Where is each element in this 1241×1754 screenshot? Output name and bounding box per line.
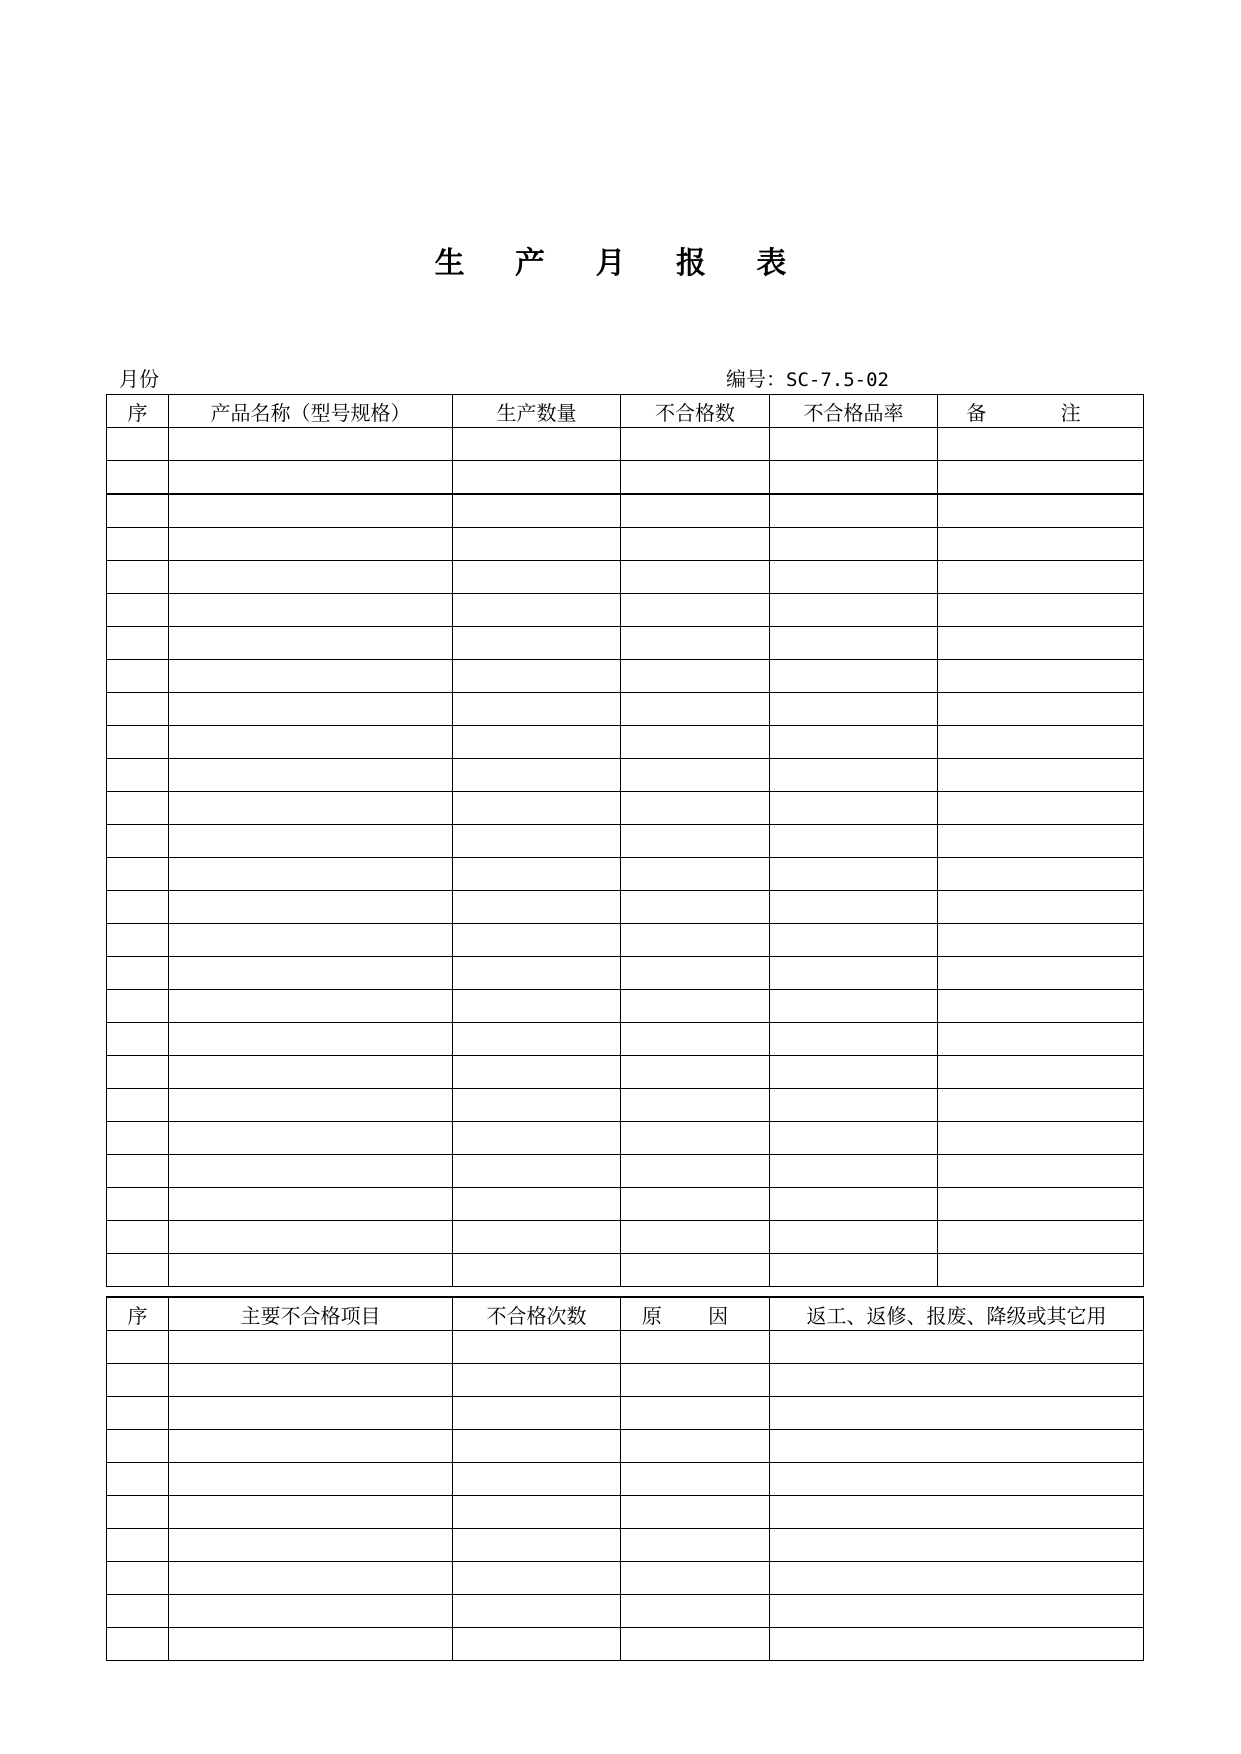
table-cell[interactable]: [453, 594, 621, 627]
table-cell[interactable]: [453, 1331, 621, 1364]
table-cell[interactable]: [621, 1529, 770, 1562]
table-cell[interactable]: [621, 1430, 770, 1463]
table-cell[interactable]: [938, 1023, 1144, 1056]
defect-row: [107, 1496, 1144, 1529]
table-cell[interactable]: [453, 494, 621, 528]
table-cell[interactable]: [770, 1155, 938, 1188]
table-cell[interactable]: [621, 1595, 770, 1628]
table-cell[interactable]: [169, 428, 453, 461]
table-cell[interactable]: [770, 957, 938, 990]
production-row: [107, 461, 1144, 495]
table-cell[interactable]: [107, 990, 169, 1023]
table-cell[interactable]: [770, 1331, 1144, 1364]
table-cell[interactable]: [169, 1122, 453, 1155]
table-cell[interactable]: [453, 957, 621, 990]
table-cell[interactable]: [107, 1221, 169, 1254]
table-cell[interactable]: [621, 1463, 770, 1496]
table-cell[interactable]: [621, 1188, 770, 1221]
table-cell[interactable]: [621, 924, 770, 957]
production-row: [107, 759, 1144, 792]
header-defect-rate: 不合格品率: [770, 395, 938, 428]
table-cell[interactable]: [107, 1562, 169, 1595]
header-production-qty: 生产数量: [453, 395, 621, 428]
production-row: [107, 1089, 1144, 1122]
table-cell[interactable]: [169, 1430, 453, 1463]
table-cell[interactable]: [938, 1254, 1144, 1287]
table-cell[interactable]: [770, 1529, 1144, 1562]
header-defect-times: 不合格次数: [453, 1297, 621, 1331]
table-cell[interactable]: [107, 1529, 169, 1562]
header-main-defect-item: 主要不合格项目: [169, 1297, 453, 1331]
table-cell[interactable]: [453, 528, 621, 561]
production-row: [107, 627, 1144, 660]
table-cell[interactable]: [107, 561, 169, 594]
code-value: SC-7.5-02: [786, 369, 889, 391]
table-cell[interactable]: [770, 1562, 1144, 1595]
document-title: 生 产 月 报 表: [434, 246, 807, 281]
table-cell[interactable]: [453, 1089, 621, 1122]
table-cell[interactable]: [453, 1628, 621, 1661]
table-cell[interactable]: [621, 1023, 770, 1056]
table-cell[interactable]: [453, 1122, 621, 1155]
table-cell[interactable]: [107, 1595, 169, 1628]
table-cell[interactable]: [169, 461, 453, 495]
defect-header-row: [107, 1297, 1144, 1331]
table-cell[interactable]: [770, 1628, 1144, 1661]
table-cell[interactable]: [453, 759, 621, 792]
table-cell[interactable]: [453, 858, 621, 891]
table-cell[interactable]: [621, 594, 770, 627]
table-cell[interactable]: [770, 1023, 938, 1056]
table-cell[interactable]: [621, 1628, 770, 1661]
table-cell[interactable]: [621, 528, 770, 561]
table-cell[interactable]: [107, 1122, 169, 1155]
table-cell[interactable]: [107, 1331, 169, 1364]
table-cell[interactable]: [770, 1496, 1144, 1529]
table-cell[interactable]: [938, 627, 1144, 660]
table-cell[interactable]: [453, 428, 621, 461]
table-cell[interactable]: [938, 1221, 1144, 1254]
table-cell[interactable]: [938, 924, 1144, 957]
table-cell[interactable]: [107, 792, 169, 825]
table-cell[interactable]: [621, 660, 770, 693]
table-cell[interactable]: [169, 1628, 453, 1661]
table-cell[interactable]: [770, 1595, 1144, 1628]
table-cell[interactable]: [107, 1254, 169, 1287]
code-label: 编号：: [726, 367, 786, 391]
defect-row: [107, 1397, 1144, 1430]
table-cell[interactable]: [770, 1463, 1144, 1496]
table-cell[interactable]: [169, 627, 453, 660]
table-cell[interactable]: [169, 1155, 453, 1188]
table-cell[interactable]: [770, 660, 938, 693]
production-row: [107, 858, 1144, 891]
production-row: [107, 660, 1144, 693]
table-cell[interactable]: [107, 1496, 169, 1529]
table-cell[interactable]: [169, 1562, 453, 1595]
table-cell[interactable]: [107, 1364, 169, 1397]
table-cell[interactable]: [107, 1463, 169, 1496]
table-cell[interactable]: [169, 825, 453, 858]
table-cell[interactable]: [169, 1496, 453, 1529]
table-cell[interactable]: [453, 693, 621, 726]
table-cell[interactable]: [107, 528, 169, 561]
table-cell[interactable]: [169, 990, 453, 1023]
table-cell[interactable]: [107, 1023, 169, 1056]
table-cell[interactable]: [169, 891, 453, 924]
table-cell[interactable]: [770, 759, 938, 792]
production-row: [107, 924, 1144, 957]
defect-row: [107, 1331, 1144, 1364]
defect-row: [107, 1562, 1144, 1595]
table-cell[interactable]: [621, 428, 770, 461]
table-cell[interactable]: [770, 891, 938, 924]
table-cell[interactable]: [938, 858, 1144, 891]
table-cell[interactable]: [107, 891, 169, 924]
table-cell[interactable]: [107, 494, 169, 528]
header-defect-count: 不合格数: [621, 395, 770, 428]
table-cell[interactable]: [453, 1496, 621, 1529]
production-row: [107, 693, 1144, 726]
table-cell[interactable]: [621, 1155, 770, 1188]
production-row: [107, 1023, 1144, 1056]
table-cell[interactable]: [938, 759, 1144, 792]
header-reason: 原 因: [621, 1297, 770, 1331]
table-cell[interactable]: [169, 858, 453, 891]
header-disposition: 返工、返修、报废、降级或其它用: [770, 1297, 1144, 1331]
table-cell[interactable]: [770, 528, 938, 561]
table-cell[interactable]: [453, 1529, 621, 1562]
production-row: [107, 792, 1144, 825]
table-cell[interactable]: [938, 693, 1144, 726]
table-cell[interactable]: [169, 726, 453, 759]
table-cell[interactable]: [770, 792, 938, 825]
production-row: [107, 1221, 1144, 1254]
table-cell[interactable]: [770, 1221, 938, 1254]
production-header-row: [107, 395, 1144, 428]
table-cell[interactable]: [770, 627, 938, 660]
table-cell[interactable]: [938, 1122, 1144, 1155]
table-cell[interactable]: [770, 1430, 1144, 1463]
table-cell[interactable]: [453, 1595, 621, 1628]
table-cell[interactable]: [938, 957, 1144, 990]
table-cell[interactable]: [621, 461, 770, 495]
document-code: [726, 366, 889, 393]
table-cell[interactable]: [453, 1463, 621, 1496]
table-cell[interactable]: [453, 561, 621, 594]
table-cell[interactable]: [938, 726, 1144, 759]
table-cell[interactable]: [938, 461, 1144, 495]
production-row: [107, 594, 1144, 627]
table-cell[interactable]: [107, 1628, 169, 1661]
table-cell[interactable]: [169, 1254, 453, 1287]
table-cell[interactable]: [770, 825, 938, 858]
table-cell[interactable]: [169, 1089, 453, 1122]
table-cell[interactable]: [770, 1056, 938, 1089]
table-cell[interactable]: [169, 957, 453, 990]
production-row: [107, 528, 1144, 561]
table-cell[interactable]: [169, 1331, 453, 1364]
table-cell[interactable]: [169, 1364, 453, 1397]
table-cell[interactable]: [169, 1463, 453, 1496]
table-cell[interactable]: [621, 627, 770, 660]
table-cell[interactable]: [107, 1155, 169, 1188]
production-row: [107, 957, 1144, 990]
table-cell[interactable]: [453, 792, 621, 825]
table-cell[interactable]: [621, 494, 770, 528]
production-row: [107, 1188, 1144, 1221]
table-cell[interactable]: [107, 1430, 169, 1463]
table-cell[interactable]: [621, 693, 770, 726]
month-label: 月份: [119, 367, 159, 391]
table-cell[interactable]: [938, 1056, 1144, 1089]
table-cell[interactable]: [453, 1397, 621, 1430]
production-table: [106, 394, 1144, 1287]
table-cell[interactable]: [169, 561, 453, 594]
table-cell[interactable]: [621, 1331, 770, 1364]
table-cell[interactable]: [453, 726, 621, 759]
table-cell[interactable]: [453, 461, 621, 495]
table-cell[interactable]: [621, 1221, 770, 1254]
table-cell[interactable]: [770, 726, 938, 759]
defect-row: [107, 1364, 1144, 1397]
table-cell[interactable]: [770, 494, 938, 528]
production-row: [107, 494, 1144, 528]
table-cell[interactable]: [107, 461, 169, 495]
table-cell[interactable]: [107, 1397, 169, 1430]
table-cell[interactable]: [107, 759, 169, 792]
table-cell[interactable]: [453, 1023, 621, 1056]
table-cell[interactable]: [107, 594, 169, 627]
defect-table: [106, 1296, 1144, 1661]
table-cell[interactable]: [169, 1056, 453, 1089]
table-cell[interactable]: [770, 924, 938, 957]
defect-row: [107, 1430, 1144, 1463]
table-cell[interactable]: [938, 494, 1144, 528]
defect-row: [107, 1529, 1144, 1562]
header-remarks: 备 注: [938, 395, 1144, 428]
table-cell[interactable]: [107, 660, 169, 693]
table-cell[interactable]: [621, 726, 770, 759]
table-cell[interactable]: [938, 428, 1144, 461]
table-cell[interactable]: [621, 1122, 770, 1155]
table-cell[interactable]: [621, 792, 770, 825]
header-seq: 序: [107, 1297, 169, 1331]
table-cell[interactable]: [621, 1562, 770, 1595]
table-cell[interactable]: [107, 726, 169, 759]
table-cell[interactable]: [453, 825, 621, 858]
defect-row: [107, 1628, 1144, 1661]
production-row: [107, 990, 1144, 1023]
table-cell[interactable]: [169, 528, 453, 561]
production-row: [107, 1056, 1144, 1089]
production-row: [107, 825, 1144, 858]
table-cell[interactable]: [453, 1430, 621, 1463]
table-cell[interactable]: [621, 561, 770, 594]
table-cell[interactable]: [453, 1155, 621, 1188]
production-row: [107, 1254, 1144, 1287]
table-cell[interactable]: [107, 858, 169, 891]
table-cell[interactable]: [453, 1562, 621, 1595]
defect-row: [107, 1595, 1144, 1628]
table-cell[interactable]: [169, 1221, 453, 1254]
table-cell[interactable]: [107, 924, 169, 957]
table-cell[interactable]: [938, 1155, 1144, 1188]
table-cell[interactable]: [770, 461, 938, 495]
table-cell[interactable]: [770, 693, 938, 726]
production-row: [107, 1122, 1144, 1155]
table-cell[interactable]: [938, 528, 1144, 561]
table-cell[interactable]: [107, 957, 169, 990]
table-cell[interactable]: [621, 1496, 770, 1529]
table-cell[interactable]: [621, 1397, 770, 1430]
table-cell[interactable]: [621, 1089, 770, 1122]
table-cell[interactable]: [938, 561, 1144, 594]
table-cell[interactable]: [770, 594, 938, 627]
table-cell[interactable]: [938, 1188, 1144, 1221]
table-cell[interactable]: [107, 1056, 169, 1089]
table-cell[interactable]: [169, 1595, 453, 1628]
table-cell[interactable]: [169, 1529, 453, 1562]
table-cell[interactable]: [770, 990, 938, 1023]
table-cell[interactable]: [621, 957, 770, 990]
table-cell[interactable]: [770, 428, 938, 461]
table-cell[interactable]: [453, 1188, 621, 1221]
table-cell[interactable]: [453, 660, 621, 693]
table-cell[interactable]: [621, 825, 770, 858]
table-cell[interactable]: [621, 990, 770, 1023]
table-cell[interactable]: [621, 1254, 770, 1287]
table-cell[interactable]: [770, 1397, 1144, 1430]
table-cell[interactable]: [169, 594, 453, 627]
table-cell[interactable]: [169, 693, 453, 726]
table-cell[interactable]: [770, 858, 938, 891]
table-cell[interactable]: [107, 1188, 169, 1221]
table-cell[interactable]: [453, 627, 621, 660]
table-cell[interactable]: [621, 858, 770, 891]
table-cell[interactable]: [938, 792, 1144, 825]
table-cell[interactable]: [169, 1188, 453, 1221]
table-cell[interactable]: [453, 1221, 621, 1254]
table-cell[interactable]: [169, 1397, 453, 1430]
table-cell[interactable]: [938, 1089, 1144, 1122]
table-cell[interactable]: [107, 825, 169, 858]
table-cell[interactable]: [169, 494, 453, 528]
table-cell[interactable]: [938, 660, 1144, 693]
table-cell[interactable]: [938, 594, 1144, 627]
table-cell[interactable]: [770, 1089, 938, 1122]
table-cell[interactable]: [621, 891, 770, 924]
table-cell[interactable]: [453, 891, 621, 924]
table-cell[interactable]: [169, 924, 453, 957]
table-cell[interactable]: [770, 1254, 938, 1287]
defect-row: [107, 1463, 1144, 1496]
table-cell[interactable]: [770, 1188, 938, 1221]
table-cell[interactable]: [770, 1364, 1144, 1397]
table-cell[interactable]: [169, 792, 453, 825]
production-row: [107, 561, 1144, 594]
table-cell[interactable]: [453, 1056, 621, 1089]
production-row: [107, 726, 1144, 759]
table-cell[interactable]: [107, 627, 169, 660]
table-cell[interactable]: [453, 990, 621, 1023]
table-cell[interactable]: [938, 891, 1144, 924]
table-cell[interactable]: [770, 1122, 938, 1155]
table-cell[interactable]: [453, 924, 621, 957]
table-cell[interactable]: [169, 660, 453, 693]
production-row: [107, 891, 1144, 924]
table-cell[interactable]: [169, 1023, 453, 1056]
header-seq: 序: [107, 395, 169, 428]
table-cell[interactable]: [169, 759, 453, 792]
table-cell[interactable]: [770, 561, 938, 594]
table-cell[interactable]: [621, 1364, 770, 1397]
table-cell[interactable]: [621, 1056, 770, 1089]
table-cell[interactable]: [621, 759, 770, 792]
table-cell[interactable]: [453, 1364, 621, 1397]
table-cell[interactable]: [938, 990, 1144, 1023]
table-cell[interactable]: [107, 1089, 169, 1122]
table-cell[interactable]: [107, 693, 169, 726]
table-cell[interactable]: [453, 1254, 621, 1287]
table-cell[interactable]: [107, 428, 169, 461]
table-cell[interactable]: [938, 825, 1144, 858]
header-product-name: 产品名称（型号规格）: [169, 395, 453, 428]
production-row: [107, 1155, 1144, 1188]
production-row: [107, 428, 1144, 461]
